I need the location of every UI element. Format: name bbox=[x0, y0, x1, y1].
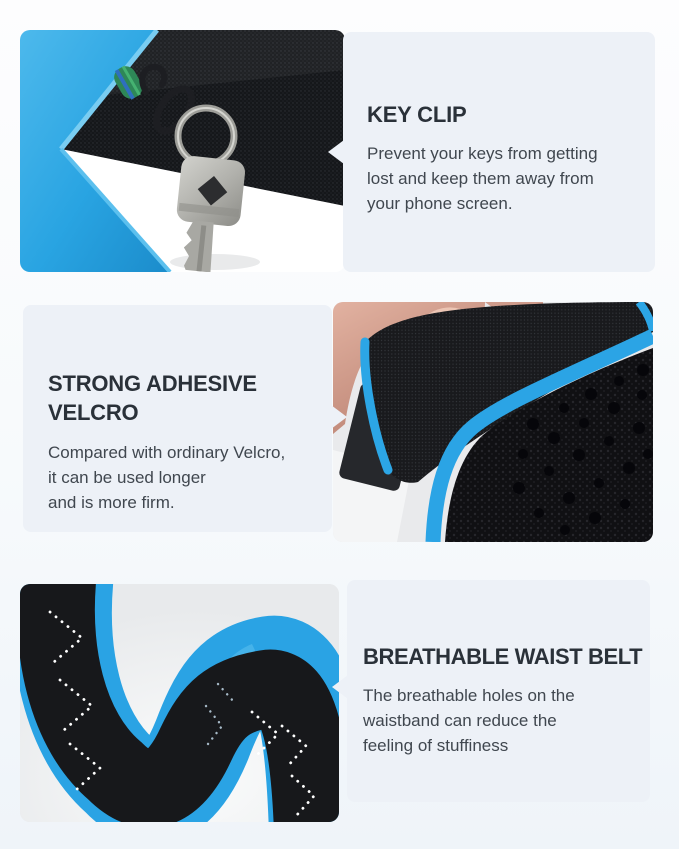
feature-description: The breathable holes on the waistband can reduce the feeling of stuffiness bbox=[363, 686, 575, 755]
waist-belt-text-panel bbox=[347, 580, 650, 802]
feature-title: KEY CLIP bbox=[367, 102, 467, 127]
feature-description: Prevent your keys from getting lost and keep them away from your phone screen. bbox=[367, 144, 598, 213]
key-clip-illustration bbox=[20, 30, 345, 272]
key-clip-text-panel bbox=[343, 32, 655, 272]
velcro-illustration bbox=[333, 302, 653, 542]
key-clip-photo bbox=[20, 30, 345, 272]
waist-belt-illustration bbox=[20, 584, 339, 822]
adhesive-velcro-photo bbox=[333, 302, 653, 542]
feature-title: BREATHABLE WAIST BELT bbox=[363, 644, 643, 669]
feature-description: Compared with ordinary Velcro, it can be used longer and is more firm. bbox=[48, 443, 286, 512]
feature-title: STRONG ADHESIVE VELCRO bbox=[48, 371, 257, 425]
waist-belt-photo bbox=[20, 584, 339, 822]
velcro-text-panel bbox=[23, 305, 332, 532]
